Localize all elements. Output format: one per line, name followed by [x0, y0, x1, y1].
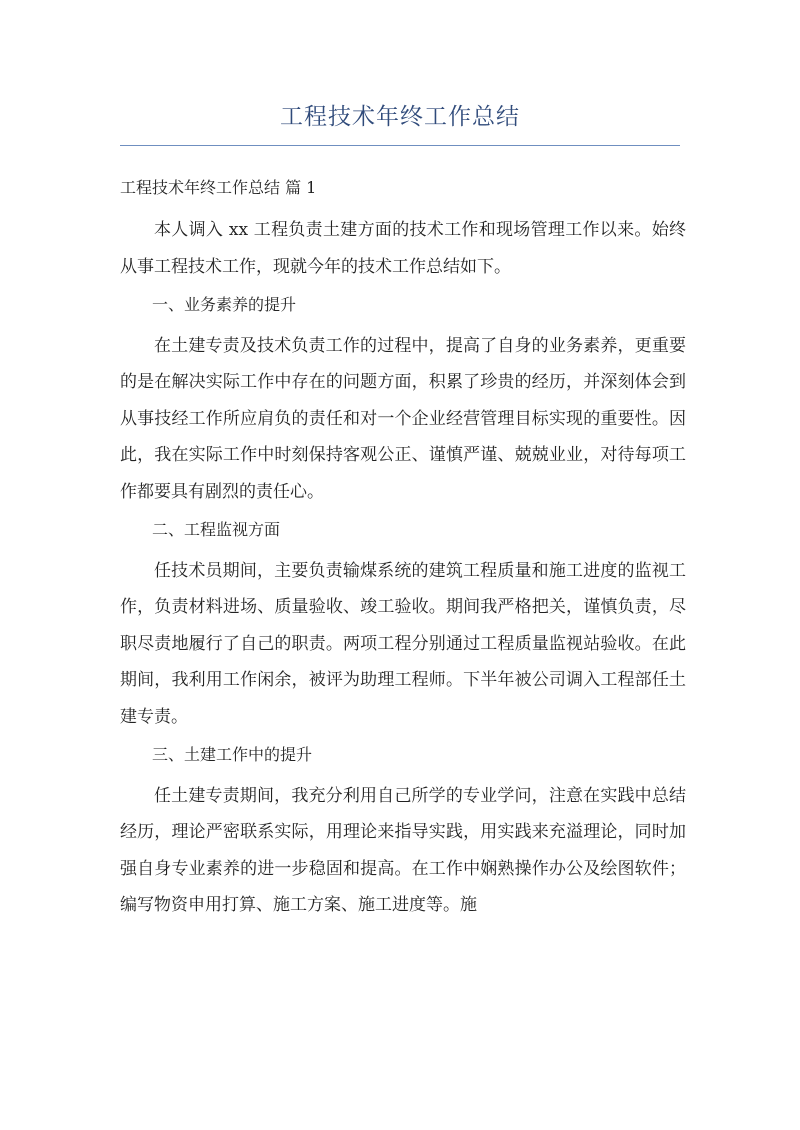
section-heading-2: 二、工程监视方面: [152, 520, 281, 539]
section-paragraph-1: 在土建专责及技术负责工作的过程中，提高了自身的业务素养，更重要的是在解决实际工作中存在的问题方面，积累了珍贵的经历，并深刻体会到从事技经工作所应肩负的责任和对一个企业经营管理目标实现的重要性。因此，我在实际工作中时刻保持客观公正、谨慎严谨、兢兢业业，对待每项工作都要具有剧烈的责任心。: [120, 335, 686, 502]
section-heading-3: 三、土建工作中的提升: [152, 745, 313, 764]
document-body: [120, 170, 686, 924]
title-divider: [120, 145, 680, 146]
document-subtitle: 工程技术年终工作总结 篇 1: [120, 178, 317, 197]
intro-paragraph: 本人调入 xx 工程负责土建方面的技术工作和现场管理工作以来。始终从事工程技术工作，现就今年的技术工作总结如下。: [120, 220, 686, 277]
document-title: 工程技术年终工作总结: [280, 104, 520, 130]
section-paragraph-2: 任技术员期间，主要负责输煤系统的建筑工程质量和施工进度的监视工作，负责材料进场、质量验收、竣工验收。期间我严格把关，谨慎负责，尽职尽责地履行了自己的职责。两项工程分别通过工程质量监视站验收。在此期间，我利用工作闲余，被评为助理工程师。下半年被公司调入工程部任土建专责。: [120, 560, 686, 727]
section-heading-1: 一、业务素养的提升: [152, 295, 297, 314]
section-paragraph-3: 任土建专责期间，我充分利用自己所学的专业学问，注意在实践中总结经历，理论严密联系实际，用理论来指导实践，用实践来充溢理论，同时加强自身专业素养的进一步稳固和提高。在工作中娴熟操作办公及绘图软件；编写物资申用打算、施工方案、施工进度等。施: [120, 785, 686, 915]
